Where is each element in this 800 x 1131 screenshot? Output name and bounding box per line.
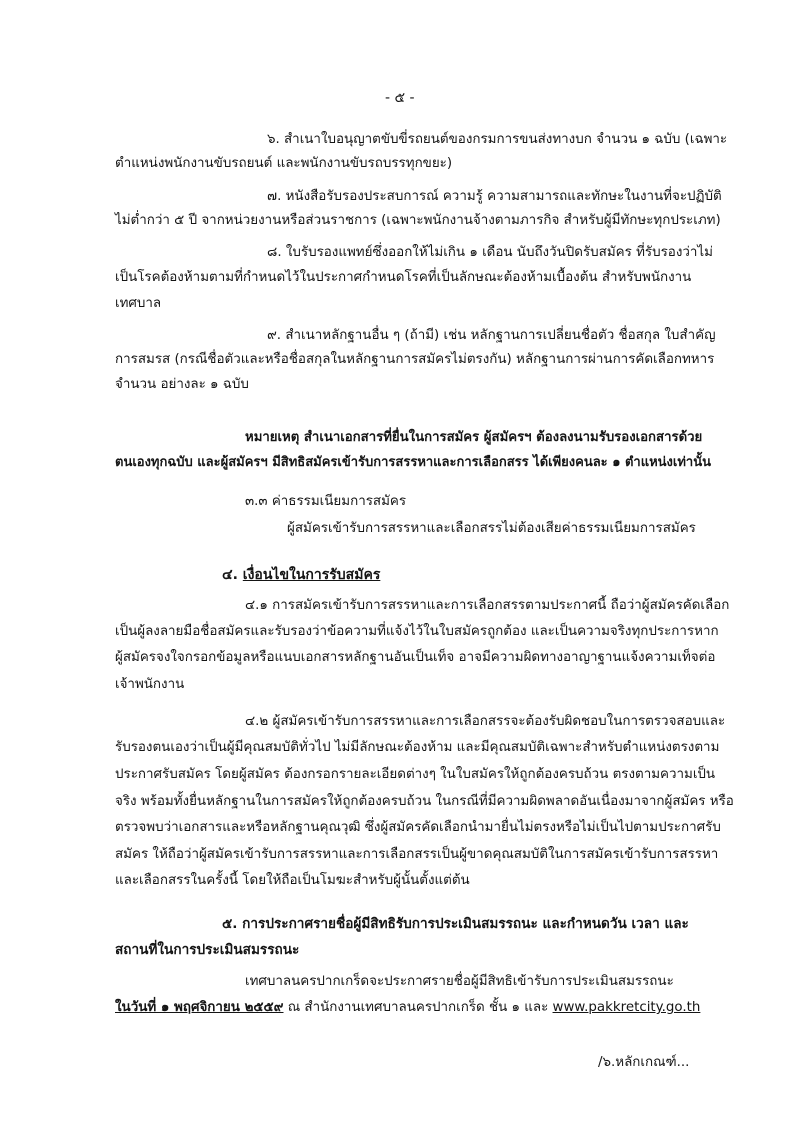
section-5-heading-line-2: สถานที่ในการประเมินสมรรถนะ <box>115 942 300 958</box>
item-8-line-3: เทศบาล <box>115 296 162 311</box>
item-9-line-3: จำนวน อย่างละ ๑ ฉบับ <box>115 377 249 392</box>
item-8-line-1: ๘. ใบรับรองแพทย์ซึ่งออกให้ไม่เกิน ๑ เดือน นับถึงวันปิดรับสมัคร ที่รับรองว่าไม่ <box>267 245 713 260</box>
section-4-title: เงื่อนไขในการรับสมัคร <box>242 567 381 583</box>
section-5-heading-line-1: ๕. การประกาศรายชื่อผู้มีสิทธิรับการประเมินสมรรถนะ และกำหนดวัน เวลา และ <box>222 916 689 932</box>
item-7-line-2: ไม่ต่ำกว่า ๕ ปี จากหน่วยงานหรือส่วนราชการ (เฉพาะพนักงานจ้างตามภารกิจ สำหรับผู้มีทักษะทุกประเภท) <box>115 213 721 228</box>
announcement-date: ในวันที่ ๑ พฤศจิกายน ๒๕๕๙ <box>115 1000 284 1015</box>
p42-line-4: จริง พร้อมทั้งยื่นหลักฐานในการสมัครให้ถูกต้องครบถ้วน ในกรณีที่มีความผิดพลาดอันเนื่องมาจากผู้สมัคร หรือ <box>115 794 734 809</box>
section-4-heading <box>222 565 380 585</box>
p42-line-3: ประกาศรับสมัคร โดยผู้สมัคร ต้องกรอกรายละเอียดต่างๆ ในใบสมัครให้ถูกต้องครบถ้วน ตรงตามความเป็น <box>115 767 716 782</box>
p42-line-7: และเลือกสรรในครั้งนี้ โดยให้ถือเป็นโมฆะสำหรับผู้นั้นตั้งแต่ต้น <box>115 873 470 888</box>
section-5-body-line-2 <box>115 998 700 1018</box>
website-link[interactable]: www.pakkretcity.go.th <box>552 1000 701 1015</box>
page-number: - ๕ - <box>385 90 415 106</box>
p42-line-5: ตรวจพบว่าเอกสารและหรือหลักฐานคุณวุฒิ ซึ่งผู้สมัครคัดเลือกนำมายื่นไม่ตรงหรือไม่เป็นไปตามประกาศรับ <box>115 820 721 835</box>
section-5-body-line-1: เทศบาลนครปากเกร็ดจะประกาศรายชื่อผู้มีสิทธิเข้ารับการประเมินสมรรถนะ <box>245 974 674 989</box>
section-4-number: ๔. <box>222 567 238 583</box>
p41-line-4: เจ้าพนักงาน <box>115 677 185 692</box>
p42-line-2: รับรองตนเองว่าเป็นผู้มีคุณสมบัติทั่วไป ไม่มีลักษณะต้องห้าม และมีคุณสมบัติเฉพาะสำหรับตำแหน่งตรงตาม <box>115 740 720 755</box>
section-3-3-heading: ๓.๓ ค่าธรรมเนียมการสมัคร <box>245 494 407 509</box>
item-9-line-2: การสมรส (กรณีชื่อตัวและหรือชื่อสกุลในหลักฐานการสมัครไม่ตรงกัน) หลักฐานการผ่านการคัดเลือกทหาร <box>115 352 715 367</box>
p42-line-1: ๔.๒ ผู้สมัครเข้ารับการสรรหาและการเลือกสรรจะต้องรับผิดชอบในการตรวจสอบและ <box>245 714 726 729</box>
section-3-3-body: ผู้สมัครเข้ารับการสรรหาและเลือกสรรไม่ต้องเสียค่าธรรมเนียมการสมัคร <box>287 521 696 536</box>
announcement-location: ณ สำนักงานเทศบาลนครปากเกร็ด ชั้น ๑ และ <box>283 1000 553 1015</box>
item-9-line-1: ๙. สำเนาหลักฐานอื่น ๆ (ถ้ามี) เช่น หลักฐานการเปลี่ยนชื่อตัว ชื่อสกุล ใบสำคัญ <box>267 328 716 343</box>
item-7-line-1: ๗. หนังสือรับรองประสบการณ์ ความรู้ ความสามารถและทักษะในงานที่จะปฏิบัติ <box>267 189 722 204</box>
p41-line-3: ผู้สมัครจงใจกรอกข้อมูลหรือแนบเอกสารหลักฐานอันเป็นเท็จ อาจมีความผิดทางอาญาฐานแจ้งความเท็จต่อ <box>115 650 716 665</box>
p42-line-6: สมัคร ให้ถือว่าผู้สมัครเข้ารับการสรรหาและการเลือกสรรเป็นผู้ขาดคุณสมบัติในการสมัครเข้ารับการสรรหา <box>115 847 719 862</box>
note-line-2: ตนเองทุกฉบับ และผู้สมัครฯ มีสิทธิสมัครเข้ารับการสรรหาและการเลือกสรร ได้เพียงคนละ ๑ ตำแหน่งเท่านั้น <box>115 455 711 470</box>
note-line-1: หมายเหตุ สำเนาเอกสารที่ยื่นในการสมัคร ผู้สมัครฯ ต้องลงนามรับรองเอกสารด้วย <box>245 430 703 445</box>
item-8-line-2: เป็นโรคต้องห้ามตามที่กำหนดไว้ในประกาศกำหนดโรคที่เป็นลักษณะต้องห้ามเบื้องต้น สำหรับพนักงาน <box>115 270 692 285</box>
item-6-line-2: ตำแหน่งพนักงานขับรถยนต์ และพนักงานขับรถบรรทุกขยะ) <box>115 156 453 171</box>
continuation-note: /๖.หลักเกณฑ์... <box>598 1055 690 1070</box>
p41-line-1: ๔.๑ การสมัครเข้ารับการสรรหาและการเลือกสรรตามประกาศนี้ ถือว่าผู้สมัครคัดเลือก <box>245 598 730 613</box>
p41-line-2: เป็นผู้ลงลายมือชื่อสมัครและรับรองว่าข้อความที่แจ้งไว้ในใบสมัครถูกต้อง และเป็นความจริงทุกประการหาก <box>115 624 719 639</box>
item-6-line-1: ๖. สำเนาใบอนุญาตขับขี่รถยนต์ของกรมการขนส่งทางบก จำนวน ๑ ฉบับ (เฉพาะ <box>267 132 728 147</box>
